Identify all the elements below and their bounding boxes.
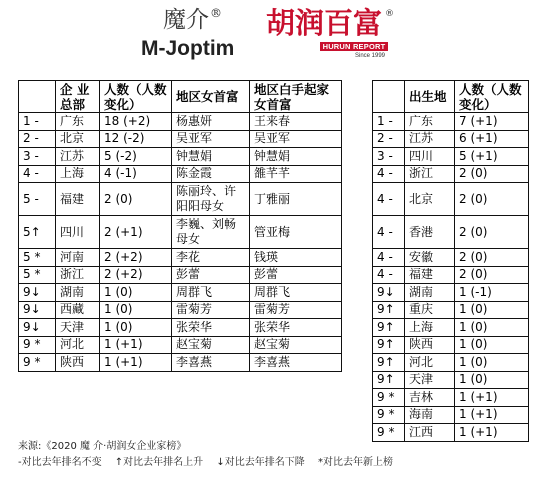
count-cell: 2 (0) [455, 183, 529, 216]
legend-unchanged: -对比去年排名不变 [18, 457, 102, 468]
count-cell: 5 (-2) [100, 148, 172, 166]
rank-cell: 9↓ [19, 319, 56, 337]
table-header-row [19, 81, 342, 113]
rank-cell: 9 * [373, 406, 405, 424]
table-row [19, 301, 342, 319]
richest-cell: 李喜燕 [172, 354, 250, 372]
region-cell: 上海 [405, 319, 455, 337]
rank-cell: 9↑ [373, 371, 405, 389]
table-row [373, 371, 529, 389]
region-cell: 天津 [405, 371, 455, 389]
rank-change-legend [18, 457, 403, 469]
self-made-cell: 雒芊芊 [250, 165, 342, 183]
region-cell: 天津 [56, 319, 100, 337]
count-cell: 7 (+1) [455, 113, 529, 131]
self-made-cell: 管亚梅 [250, 216, 342, 249]
richest-cell: 吴亚军 [172, 130, 250, 148]
self-made-cell: 王来春 [250, 113, 342, 131]
hurun-logo-en: HURUN REPORT [320, 42, 388, 51]
richest-cell: 李花 [172, 249, 250, 267]
self-made-cell: 丁雅丽 [250, 183, 342, 216]
region-cell: 江西 [405, 424, 455, 442]
table-row [373, 319, 529, 337]
count-cell: 2 (+2) [100, 266, 172, 284]
count-cell: 2 (+1) [100, 216, 172, 249]
region-cell: 北京 [405, 183, 455, 216]
count-cell: 4 (-1) [100, 165, 172, 183]
table-row [19, 165, 342, 183]
count-cell: 12 (-2) [100, 130, 172, 148]
table-row [373, 389, 529, 407]
self-made-cell: 雷菊芳 [250, 301, 342, 319]
self-made-cell: 赵宝菊 [250, 336, 342, 354]
count-cell: 2 (0) [455, 249, 529, 267]
region-cell: 吉林 [405, 389, 455, 407]
region-cell: 陕西 [405, 336, 455, 354]
rank-cell: 9↓ [19, 301, 56, 319]
rank-cell: 9↑ [373, 301, 405, 319]
self-made-cell: 张荣华 [250, 319, 342, 337]
count-cell: 1 (0) [455, 336, 529, 354]
self-made-cell: 李喜燕 [250, 354, 342, 372]
table-row [373, 249, 529, 267]
count-cell: 2 (0) [455, 266, 529, 284]
region-cell: 湖南 [405, 284, 455, 302]
header-hq-region: 企 业 总部 [56, 81, 100, 113]
region-cell: 香港 [405, 216, 455, 249]
table-row [19, 113, 342, 131]
region-cell: 河南 [56, 249, 100, 267]
source-note: 来源:《2020 魔 介·胡润女企业家榜》 [18, 441, 187, 452]
region-cell: 江苏 [405, 130, 455, 148]
rank-cell: 9↓ [19, 284, 56, 302]
header-rank [373, 81, 405, 113]
region-cell: 四川 [405, 148, 455, 166]
rank-cell: 5 * [19, 249, 56, 267]
count-cell: 1 (+1) [455, 389, 529, 407]
header-count: 人数（人数变化） [100, 81, 172, 113]
count-cell: 18 (+2) [100, 113, 172, 131]
rank-cell: 9 * [373, 389, 405, 407]
region-cell: 江苏 [56, 148, 100, 166]
table-row [373, 301, 529, 319]
table-row [19, 354, 342, 372]
count-cell: 1 (0) [100, 284, 172, 302]
count-cell: 2 (0) [455, 165, 529, 183]
count-cell: 1 (+1) [100, 336, 172, 354]
richest-cell: 彭蕾 [172, 266, 250, 284]
rank-cell: 9 * [19, 354, 56, 372]
table-row [373, 165, 529, 183]
count-cell: 1 (0) [455, 301, 529, 319]
table-header-row [373, 81, 529, 113]
region-cell: 陕西 [56, 354, 100, 372]
table-row [19, 183, 342, 216]
header-self-made: 地区白手起家女首富 [250, 81, 342, 113]
table-row [373, 266, 529, 284]
rank-cell: 5↑ [19, 216, 56, 249]
table-row [19, 336, 342, 354]
table-row [373, 406, 529, 424]
rank-cell: 4 - [19, 165, 56, 183]
table-row [19, 130, 342, 148]
rank-cell: 9↑ [373, 354, 405, 372]
rank-cell: 5 * [19, 266, 56, 284]
self-made-cell: 彭蕾 [250, 266, 342, 284]
richest-cell: 李巍、刘畅母女 [172, 216, 250, 249]
rank-cell: 9 * [373, 424, 405, 442]
mjoptim-logo-en: M-Joptim [141, 37, 235, 60]
rank-cell: 9↑ [373, 319, 405, 337]
count-cell: 2 (0) [100, 183, 172, 216]
region-cell: 福建 [405, 266, 455, 284]
rank-cell: 4 - [373, 183, 405, 216]
self-made-cell: 周群飞 [250, 284, 342, 302]
hq-table-body [19, 113, 342, 372]
table-row [373, 148, 529, 166]
table-row [19, 249, 342, 267]
region-cell: 四川 [56, 216, 100, 249]
rank-cell: 9↑ [373, 336, 405, 354]
table-row [373, 424, 529, 442]
region-cell: 河北 [56, 336, 100, 354]
legend-up: ↑对比去年排名上升 [114, 457, 204, 468]
region-cell: 上海 [56, 165, 100, 183]
table-row [373, 336, 529, 354]
rank-cell: 4 - [373, 249, 405, 267]
legend-down: ↓对比去年排名下降 [216, 457, 305, 468]
registered-mark-icon: ® [385, 9, 394, 19]
region-cell: 广东 [405, 113, 455, 131]
count-cell: 2 (0) [455, 216, 529, 249]
richest-cell: 陈金霞 [172, 165, 250, 183]
table-row [373, 113, 529, 131]
rank-cell: 2 - [373, 130, 405, 148]
table-row [19, 319, 342, 337]
region-cell: 浙江 [405, 165, 455, 183]
table-row [19, 266, 342, 284]
rank-cell: 4 - [373, 216, 405, 249]
count-cell: 1 (0) [100, 319, 172, 337]
richest-cell: 陈丽玲、许阳阳母女 [172, 183, 250, 216]
header-richest: 地区女首富 [172, 81, 250, 113]
mjoptim-logo-cn-text: 魔介 [163, 7, 209, 33]
table-row [373, 216, 529, 249]
birthplace-table [372, 80, 529, 442]
header-count: 人数（人数变化） [455, 81, 529, 113]
count-cell: 1 (0) [455, 371, 529, 389]
region-cell: 海南 [405, 406, 455, 424]
count-cell: 1 (+1) [455, 406, 529, 424]
legend-new: *对比去年新上榜 [317, 457, 393, 468]
rank-cell: 3 - [19, 148, 56, 166]
table-row [373, 130, 529, 148]
hurun-logo-cn: 胡润百富 [266, 6, 383, 40]
region-cell: 福建 [56, 183, 100, 216]
birthplace-table-body [373, 113, 529, 442]
header-birthplace: 出生地 [405, 81, 455, 113]
rank-cell: 9↓ [373, 284, 405, 302]
rank-cell: 4 - [373, 165, 405, 183]
richest-cell: 雷菊芳 [172, 301, 250, 319]
count-cell: 1 (+1) [455, 424, 529, 442]
table-row [373, 354, 529, 372]
count-cell: 1 (0) [100, 301, 172, 319]
hurun-logo-since: Since 1999 [355, 53, 386, 59]
region-cell: 西藏 [56, 301, 100, 319]
count-cell: 1 (+1) [100, 354, 172, 372]
count-cell: 1 (-1) [455, 284, 529, 302]
rank-cell: 5 - [19, 183, 56, 216]
registered-mark-icon: ® [210, 6, 222, 20]
richest-cell: 周群飞 [172, 284, 250, 302]
count-cell: 6 (+1) [455, 130, 529, 148]
hq-region-table [18, 80, 342, 372]
table-row [373, 284, 529, 302]
count-cell: 1 (0) [455, 354, 529, 372]
rank-cell: 9 * [19, 336, 56, 354]
header-rank [19, 81, 56, 113]
region-cell: 重庆 [405, 301, 455, 319]
rank-cell: 1 - [373, 113, 405, 131]
table-row [19, 148, 342, 166]
richest-cell: 张荣华 [172, 319, 250, 337]
count-cell: 2 (+2) [100, 249, 172, 267]
rank-cell: 1 - [19, 113, 56, 131]
richest-cell: 杨惠妍 [172, 113, 250, 131]
count-cell: 1 (0) [455, 319, 529, 337]
self-made-cell: 钱瑛 [250, 249, 342, 267]
region-cell: 河北 [405, 354, 455, 372]
count-cell: 5 (+1) [455, 148, 529, 166]
rank-cell: 3 - [373, 148, 405, 166]
mjoptim-logo-cn [163, 6, 222, 34]
region-cell: 安徽 [405, 249, 455, 267]
rank-cell: 4 - [373, 266, 405, 284]
region-cell: 广东 [56, 113, 100, 131]
richest-cell: 钟慧娟 [172, 148, 250, 166]
region-cell: 浙江 [56, 266, 100, 284]
rank-cell: 2 - [19, 130, 56, 148]
self-made-cell: 吴亚军 [250, 130, 342, 148]
region-cell: 湖南 [56, 284, 100, 302]
region-cell: 北京 [56, 130, 100, 148]
self-made-cell: 钟慧娟 [250, 148, 342, 166]
richest-cell: 赵宝菊 [172, 336, 250, 354]
table-row [19, 216, 342, 249]
table-row [373, 183, 529, 216]
table-row [19, 284, 342, 302]
